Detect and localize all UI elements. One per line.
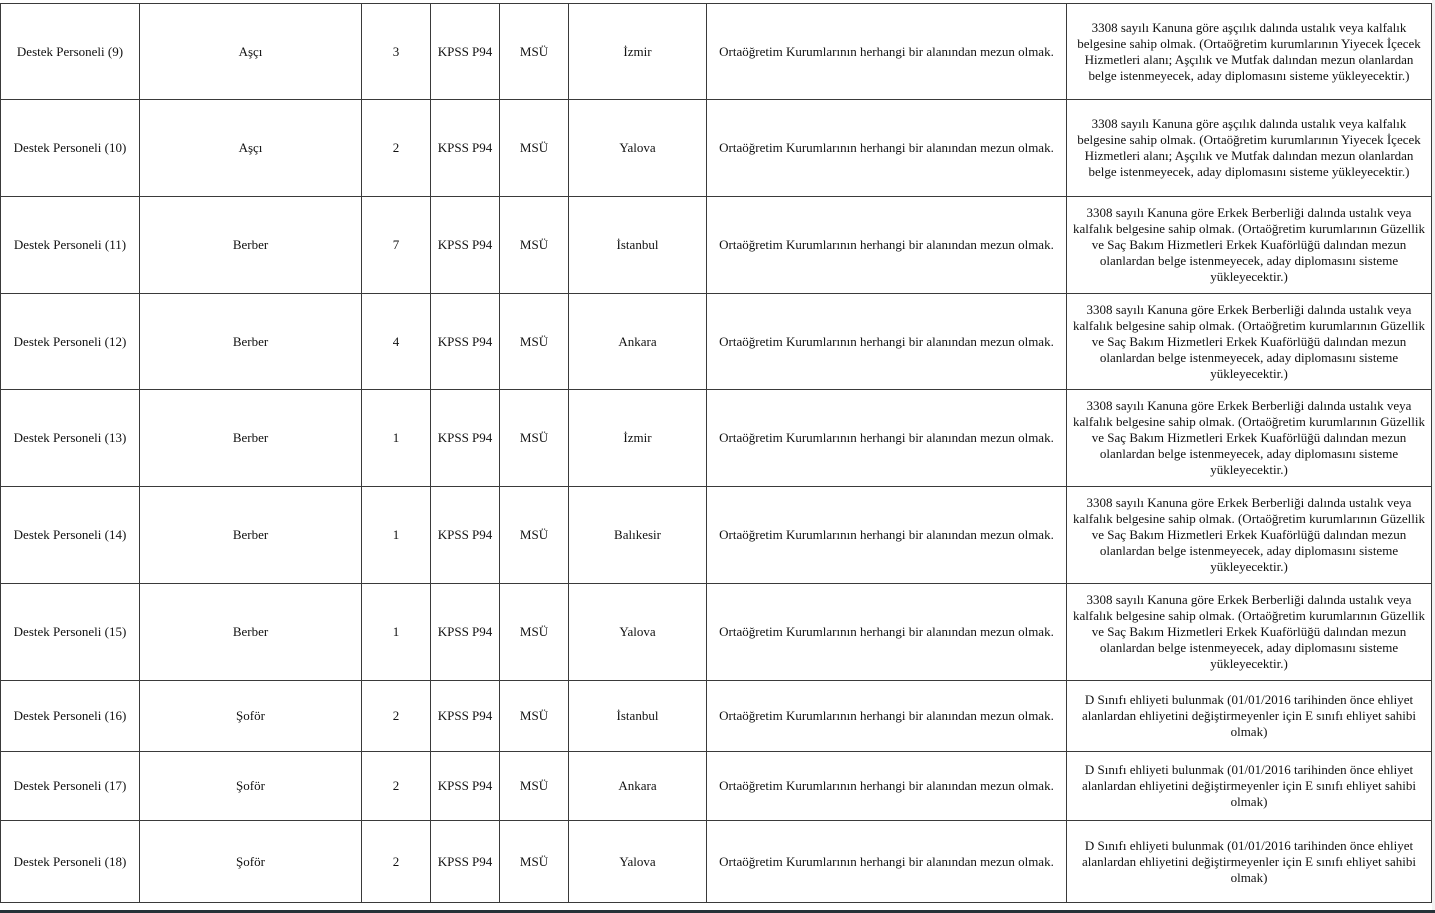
positions-table <box>0 3 1432 903</box>
count-cell: 1 <box>362 487 431 584</box>
requirement-cell: 3308 sayılı Kanuna göre Erkek Berberliği dalında ustalık veya kalfalık belgesine sahip olmak. (Ortaöğretim kurumlarının Güzellik ve Saç Bakım Hizmetleri Erkek Kuaförlüğü dalından mezun olanlardan belge istenmeyecek, aday diplomasını sisteme yükleyecektir.) <box>1067 197 1432 294</box>
requirement-cell: 3308 sayılı Kanuna göre Erkek Berberliği dalında ustalık veya kalfalık belgesine sahip olmak. (Ortaöğretim kurumlarının Güzellik ve Saç Bakım Hizmetleri Erkek Kuaförlüğü dalından mezun olanlardan belge istenmeyecek, aday diplomasını sisteme yükleyecektir.) <box>1067 294 1432 390</box>
table-row <box>1 487 1432 584</box>
institution-cell: MSÜ <box>500 294 569 390</box>
institution-cell: MSÜ <box>500 752 569 821</box>
institution-cell: MSÜ <box>500 390 569 487</box>
table-row <box>1 821 1432 903</box>
table-row <box>1 752 1432 821</box>
education-cell: Ortaöğretim Kurumlarının herhangi bir alanından mezun olmak. <box>707 294 1067 390</box>
requirement-cell: D Sınıfı ehliyeti bulunmak (01/01/2016 tarihinden önce ehliyet alanlardan ehliyetini değiştirmeyenler için E sınıfı ehliyet sahibi olmak) <box>1067 681 1432 752</box>
education-cell: Ortaöğretim Kurumlarının herhangi bir alanından mezun olmak. <box>707 197 1067 294</box>
exam-cell: KPSS P94 <box>431 681 500 752</box>
city-cell: Balıkesir <box>569 487 707 584</box>
education-cell: Ortaöğretim Kurumlarının herhangi bir alanından mezun olmak. <box>707 100 1067 197</box>
count-cell: 4 <box>362 294 431 390</box>
position-cell: Destek Personeli (11) <box>1 197 140 294</box>
exam-cell: KPSS P94 <box>431 294 500 390</box>
title-cell: Berber <box>140 294 362 390</box>
exam-cell: KPSS P94 <box>431 821 500 903</box>
education-cell: Ortaöğretim Kurumlarının herhangi bir alanından mezun olmak. <box>707 584 1067 681</box>
exam-cell: KPSS P94 <box>431 752 500 821</box>
position-cell: Destek Personeli (17) <box>1 752 140 821</box>
requirement-cell: 3308 sayılı Kanuna göre Erkek Berberliği dalında ustalık veya kalfalık belgesine sahip olmak. (Ortaöğretim kurumlarının Güzellik ve Saç Bakım Hizmetleri Erkek Kuaförlüğü dalından mezun olanlardan belge istenmeyecek, aday diplomasını sisteme yükleyecektir.) <box>1067 487 1432 584</box>
education-cell: Ortaöğretim Kurumlarının herhangi bir alanından mezun olmak. <box>707 487 1067 584</box>
institution-cell: MSÜ <box>500 681 569 752</box>
institution-cell: MSÜ <box>500 487 569 584</box>
requirement-cell: 3308 sayılı Kanuna göre aşçılık dalında ustalık veya kalfalık belgesine sahip olmak. (Ortaöğretim kurumlarının Yiyecek İçecek Hizmetleri alanı; Aşçılık ve Mutfak dalından mezun olanlardan belge istenmeyecek, aday diplomasını sisteme yükleyecektir.) <box>1067 4 1432 100</box>
requirement-cell: 3308 sayılı Kanuna göre Erkek Berberliği dalında ustalık veya kalfalık belgesine sahip olmak. (Ortaöğretim kurumlarının Güzellik ve Saç Bakım Hizmetleri Erkek Kuaförlüğü dalından mezun olanlardan belge istenmeyecek, aday diplomasını sisteme yükleyecektir.) <box>1067 584 1432 681</box>
education-cell: Ortaöğretim Kurumlarının herhangi bir alanından mezun olmak. <box>707 390 1067 487</box>
exam-cell: KPSS P94 <box>431 197 500 294</box>
table-row <box>1 584 1432 681</box>
exam-cell: KPSS P94 <box>431 390 500 487</box>
position-cell: Destek Personeli (15) <box>1 584 140 681</box>
table-row <box>1 681 1432 752</box>
table-row <box>1 4 1432 100</box>
count-cell: 1 <box>362 584 431 681</box>
requirement-cell: 3308 sayılı Kanuna göre Erkek Berberliği dalında ustalık veya kalfalık belgesine sahip olmak. (Ortaöğretim kurumlarının Güzellik ve Saç Bakım Hizmetleri Erkek Kuaförlüğü dalından mezun olanlardan belge istenmeyecek, aday diplomasını sisteme yükleyecektir.) <box>1067 390 1432 487</box>
city-cell: Ankara <box>569 294 707 390</box>
city-cell: Yalova <box>569 821 707 903</box>
education-cell: Ortaöğretim Kurumlarının herhangi bir alanından mezun olmak. <box>707 681 1067 752</box>
count-cell: 2 <box>362 100 431 197</box>
education-cell: Ortaöğretim Kurumlarının herhangi bir alanından mezun olmak. <box>707 821 1067 903</box>
title-cell: Şoför <box>140 681 362 752</box>
table-row <box>1 197 1432 294</box>
exam-cell: KPSS P94 <box>431 487 500 584</box>
education-cell: Ortaöğretim Kurumlarının herhangi bir alanından mezun olmak. <box>707 4 1067 100</box>
city-cell: Ankara <box>569 752 707 821</box>
institution-cell: MSÜ <box>500 821 569 903</box>
count-cell: 2 <box>362 681 431 752</box>
city-cell: İzmir <box>569 390 707 487</box>
city-cell: İstanbul <box>569 681 707 752</box>
table-row <box>1 100 1432 197</box>
position-cell: Destek Personeli (10) <box>1 100 140 197</box>
city-cell: İzmir <box>569 4 707 100</box>
position-cell: Destek Personeli (13) <box>1 390 140 487</box>
city-cell: İstanbul <box>569 197 707 294</box>
count-cell: 3 <box>362 4 431 100</box>
city-cell: Yalova <box>569 100 707 197</box>
exam-cell: KPSS P94 <box>431 4 500 100</box>
title-cell: Berber <box>140 487 362 584</box>
city-cell: Yalova <box>569 584 707 681</box>
count-cell: 1 <box>362 390 431 487</box>
position-cell: Destek Personeli (12) <box>1 294 140 390</box>
title-cell: Şoför <box>140 752 362 821</box>
position-cell: Destek Personeli (14) <box>1 487 140 584</box>
institution-cell: MSÜ <box>500 4 569 100</box>
institution-cell: MSÜ <box>500 584 569 681</box>
title-cell: Berber <box>140 197 362 294</box>
institution-cell: MSÜ <box>500 197 569 294</box>
requirement-cell: 3308 sayılı Kanuna göre aşçılık dalında ustalık veya kalfalık belgesine sahip olmak. (Ortaöğretim kurumlarının Yiyecek İçecek Hizmetleri alanı; Aşçılık ve Mutfak dalından mezun olanlardan belge istenmeyecek, aday diplomasını sisteme yükleyecektir.) <box>1067 100 1432 197</box>
institution-cell: MSÜ <box>500 100 569 197</box>
education-cell: Ortaöğretim Kurumlarının herhangi bir alanından mezun olmak. <box>707 752 1067 821</box>
count-cell: 7 <box>362 197 431 294</box>
requirement-cell: D Sınıfı ehliyeti bulunmak (01/01/2016 tarihinden önce ehliyet alanlardan ehliyetini değiştirmeyenler için E sınıfı ehliyet sahibi olmak) <box>1067 752 1432 821</box>
position-cell: Destek Personeli (9) <box>1 4 140 100</box>
title-cell: Şoför <box>140 821 362 903</box>
table-row <box>1 294 1432 390</box>
title-cell: Aşçı <box>140 100 362 197</box>
title-cell: Berber <box>140 584 362 681</box>
title-cell: Aşçı <box>140 4 362 100</box>
table-row <box>1 390 1432 487</box>
count-cell: 2 <box>362 752 431 821</box>
exam-cell: KPSS P94 <box>431 584 500 681</box>
exam-cell: KPSS P94 <box>431 100 500 197</box>
requirement-cell: D Sınıfı ehliyeti bulunmak (01/01/2016 tarihinden önce ehliyet alanlardan ehliyetini değiştirmeyenler için E sınıfı ehliyet sahibi olmak) <box>1067 821 1432 903</box>
position-cell: Destek Personeli (18) <box>1 821 140 903</box>
title-cell: Berber <box>140 390 362 487</box>
count-cell: 2 <box>362 821 431 903</box>
position-cell: Destek Personeli (16) <box>1 681 140 752</box>
